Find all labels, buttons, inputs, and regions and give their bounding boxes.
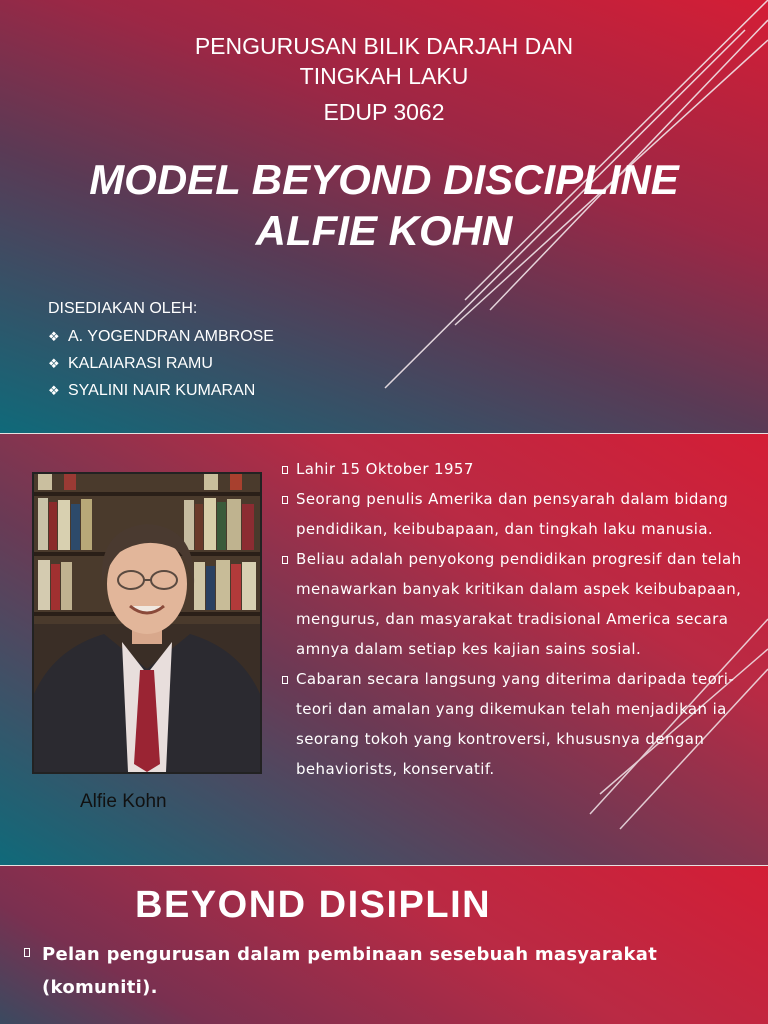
presenter-list (48, 326, 274, 407)
square-bullet-icon (282, 466, 288, 474)
square-bullet-icon (282, 556, 288, 564)
section-bullet (24, 938, 724, 1004)
presenter-name: A. YOGENDRAN AMBROSE (68, 328, 274, 345)
prepared-by-label: DISEDIAKAN OLEH: (48, 300, 198, 317)
beyond-discipline-slide (0, 866, 768, 1024)
presenter-name: KALAIARASI RAMU (68, 355, 213, 372)
presenter-name: SYALINI NAIR KUMARAN (68, 382, 256, 399)
biography-slide (0, 434, 768, 866)
alfie-kohn-photo (32, 472, 262, 774)
bio-text: Seorang penulis Amerika dan pensyarah dalam bidang pendidikan, keibubapaan, dan tingkah laku manusia. (296, 490, 729, 538)
course-title-line1: PENGURUSAN BILIK DARJAH DAN (194, 33, 574, 59)
bio-bullet (282, 454, 758, 484)
square-bullet-icon (282, 496, 288, 504)
section-heading: BEYOND DISIPLIN (135, 884, 492, 926)
presenter-item (48, 353, 274, 380)
title-slide (0, 0, 768, 434)
bio-text: Cabaran secara langsung yang diterima daripada teori-teori dan amalan yang dikemukan telah menjadikan ia seorang tokoh yang kontroversi, khususnya dengan behaviorists, konservatif. (296, 670, 735, 778)
diamond-bullet-icon: ❖ (48, 356, 60, 371)
main-title-line2: ALFIE KOHN (255, 207, 513, 254)
bio-bullet (282, 544, 758, 664)
bio-text: Lahir 15 Oktober 1957 (296, 460, 474, 478)
square-bullet-icon (282, 676, 288, 684)
square-bullet-icon (24, 948, 30, 957)
bio-bullet (282, 484, 758, 544)
section-bullets (24, 938, 724, 1004)
section-text: Pelan pengurusan dalam pembinaan sesebuah masyarakat (komuniti). (42, 944, 658, 998)
diamond-bullet-icon: ❖ (48, 329, 60, 344)
presenter-item (48, 326, 274, 353)
diamond-bullet-icon: ❖ (48, 383, 60, 398)
portrait-illustration (34, 474, 260, 772)
bio-text: Beliau adalah penyokong pendidikan progresif dan telah menawarkan banyak kritikan dalam aspek keibubapaan, mengurus, dan masyarakat tradisional America secara amnya dalam setiap kes kajian sains sosial. (296, 550, 742, 658)
main-title-line1: MODEL BEYOND DISCIPLINE (89, 156, 679, 203)
bio-bullet (282, 664, 758, 784)
photo-caption: Alfie Kohn (80, 791, 167, 812)
course-title-line2: TINGKAH LAKU (299, 63, 469, 89)
biography-bullets (282, 454, 758, 784)
course-code: EDUP 3062 (323, 99, 445, 125)
presenter-item (48, 380, 274, 407)
